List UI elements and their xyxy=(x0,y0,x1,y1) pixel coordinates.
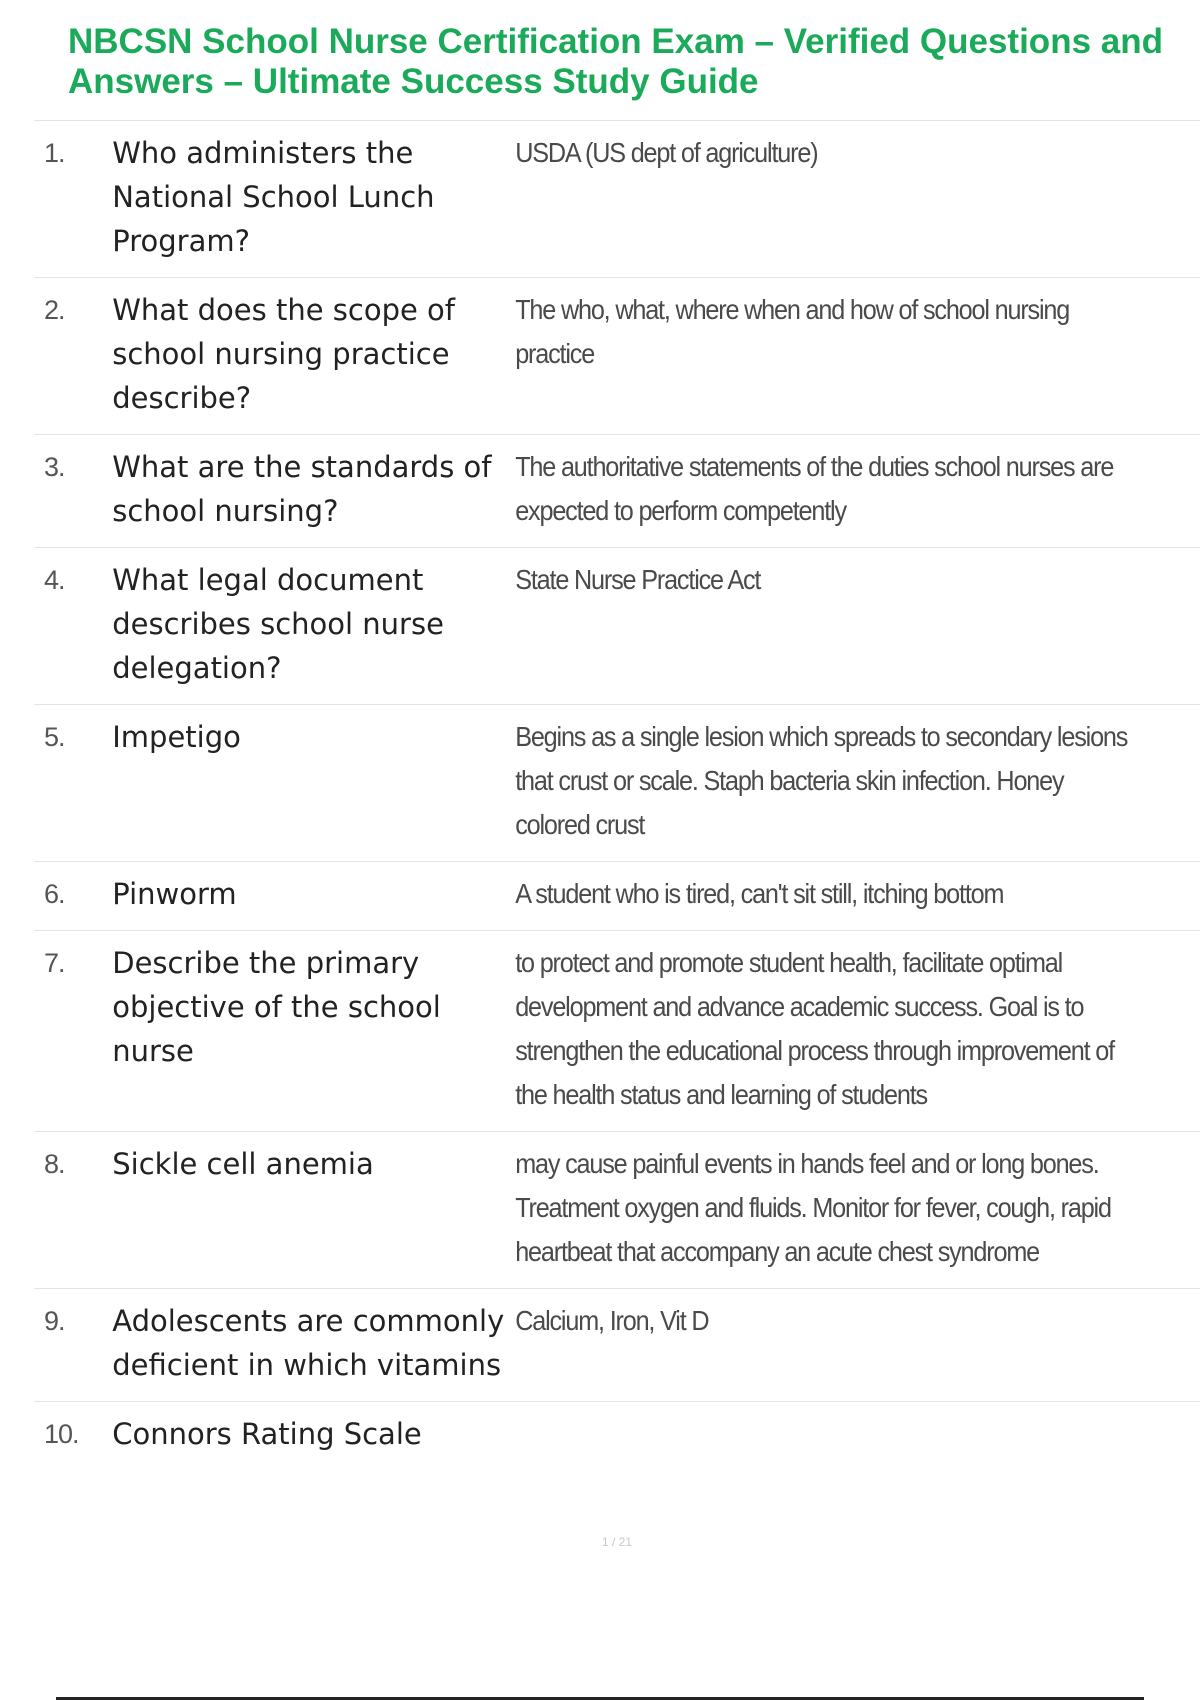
qa-row xyxy=(34,931,1200,1132)
question-text: Pinworm xyxy=(112,877,237,911)
question-number: 6. xyxy=(44,879,65,909)
question-number: 2. xyxy=(44,295,65,325)
answer-text: The authoritative statements of the duties school nurses are expected to perform competently xyxy=(514,451,1113,526)
question-number: 4. xyxy=(44,565,65,595)
qa-row xyxy=(34,862,1200,931)
question-text: Adolescents are commonly deficient in which vitamins xyxy=(112,1304,505,1382)
qa-row xyxy=(34,278,1200,435)
page-title-line-2: Answers – Ultimate Success Study Guide xyxy=(68,62,759,101)
answer-text: to protect and promote student health, facilitate optimal development and advance academic success. Goal is to strengthen the educational process through improvement of the health status and learning of students xyxy=(514,947,1114,1110)
qa-row xyxy=(34,1132,1200,1289)
question-text: Connors Rating Scale xyxy=(112,1417,422,1451)
page-title xyxy=(68,22,1200,102)
answer-text: A student who is tired, can't sit still, itching bottom xyxy=(514,878,1004,909)
qa-row xyxy=(34,121,1200,278)
answer-text xyxy=(508,1412,1131,1456)
question-number: 1. xyxy=(44,138,65,168)
question-text: Sickle cell anemia xyxy=(112,1147,374,1181)
answer-text: Calcium, Iron, Vit D xyxy=(514,1305,709,1336)
qa-row xyxy=(34,1289,1200,1402)
question-number: 3. xyxy=(44,452,65,482)
question-text: Describe the primary objective of the school nurse xyxy=(112,946,441,1068)
question-number: 9. xyxy=(44,1306,65,1336)
question-number: 10. xyxy=(44,1419,79,1449)
answer-text: State Nurse Practice Act xyxy=(514,564,760,595)
question-number: 7. xyxy=(44,948,65,978)
page-number: 1 / 21 xyxy=(601,1535,633,1549)
qa-row xyxy=(34,435,1200,548)
qa-row xyxy=(34,1402,1200,1470)
answer-text: Begins as a single lesion which spreads to secondary lesions that crust or scale. Staph bacteria skin infection. Honey colored crust xyxy=(514,721,1127,840)
question-number: 5. xyxy=(44,722,65,752)
question-number: 8. xyxy=(44,1149,65,1179)
question-text: Who administers the National School Lunch Program? xyxy=(112,136,435,258)
qa-row xyxy=(34,705,1200,862)
question-answer-list xyxy=(34,120,1200,1470)
page-title-line-1: NBCSN School Nurse Certification Exam – Verified Questions and xyxy=(68,22,1163,61)
answer-text: The who, what, where when and how of school nursing practice xyxy=(514,294,1069,369)
question-text: What are the standards of school nursing? xyxy=(112,450,492,528)
question-text: What legal document describes school nurse delegation? xyxy=(112,563,444,685)
question-text: Impetigo xyxy=(112,720,241,754)
answer-text: may cause painful events in hands feel and or long bones. Treatment oxygen and fluids. Monitor for fever, cough, rapid heartbeat that accompany an acute chest syndrome xyxy=(514,1148,1111,1267)
qa-row xyxy=(34,548,1200,705)
question-text: What does the scope of school nursing practice describe? xyxy=(112,293,455,415)
answer-text: USDA (US dept of agriculture) xyxy=(514,137,818,168)
